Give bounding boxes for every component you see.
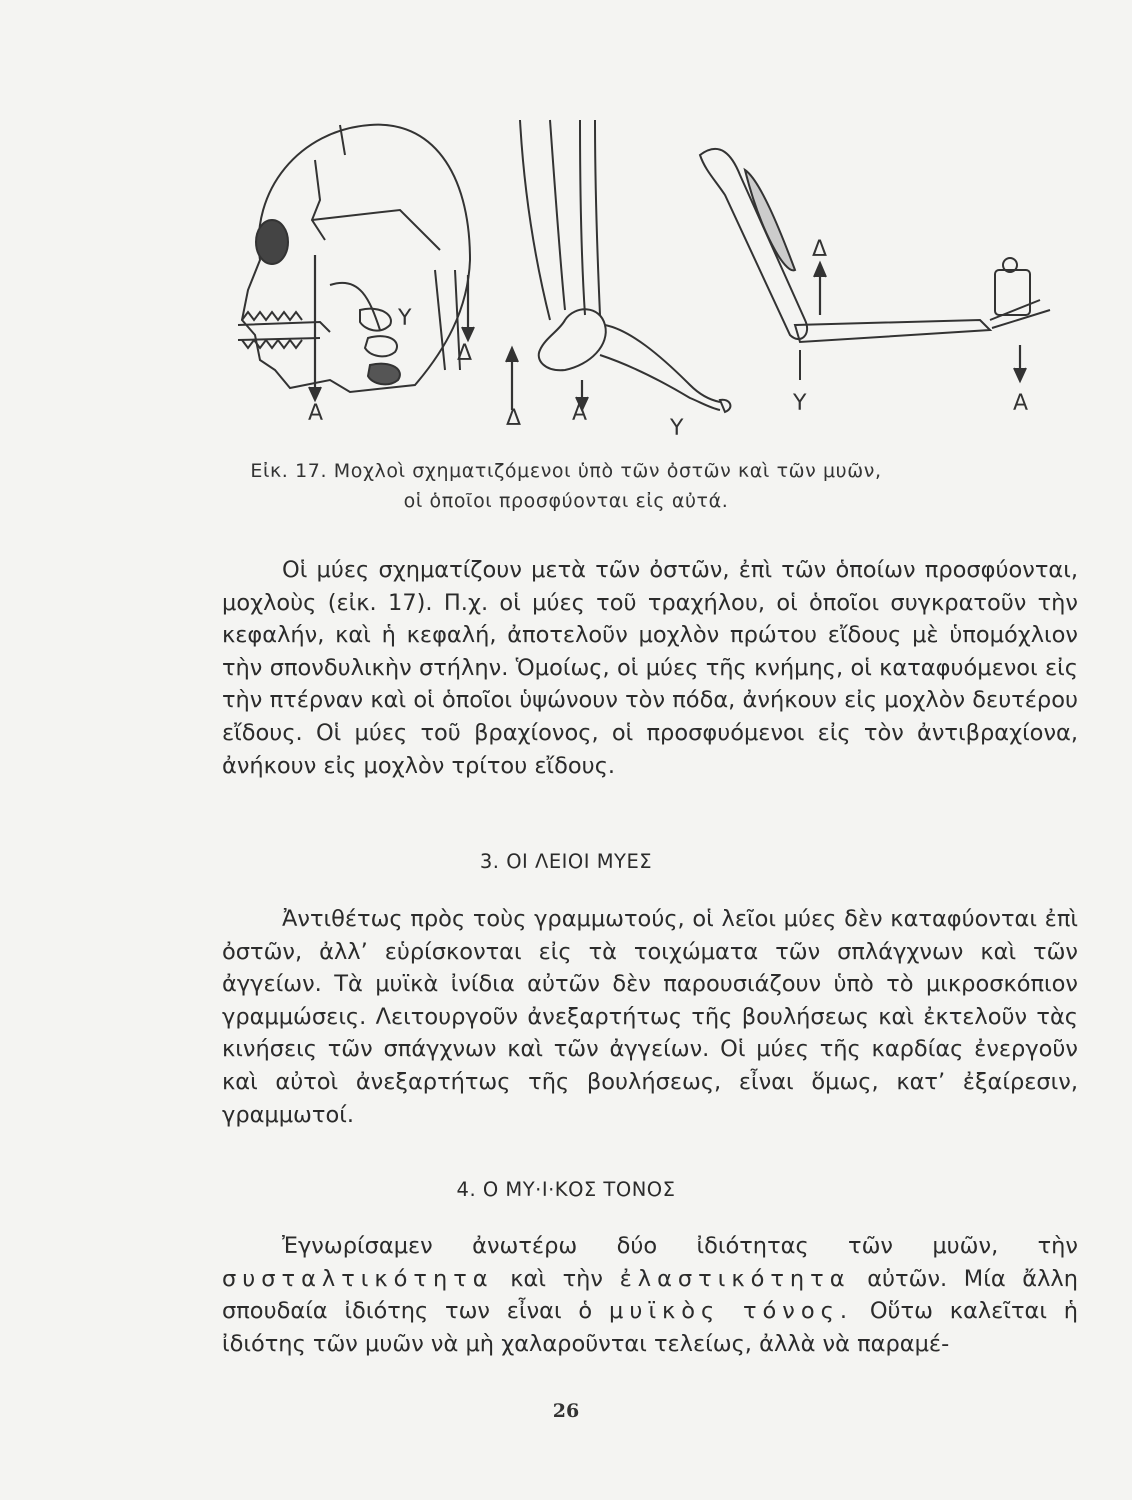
paragraph-levers-text: Οἱ μύες σχηματίζουν μετὰ τῶν ὀστῶν, ἐπὶ τῶν ὁποίων προσφύονται, μοχλοὺς (εἰκ. 17). Π.χ. οἱ μύες τοῦ τραχήλου, οἱ ὁποῖοι συγκρατοῦν τὴν κεφαλήν, καὶ ἡ κεφαλή, ἀποτελοῦν μοχλὸν πρώτου εἴδους μὲ ὑπομόχλιον τὴν σπονδυλικὴν στήλην. Ὁμοίως, οἱ μύες τῆς κνήμης, οἱ καταφυόμενοι εἰς τὴν πτέρναν καὶ οἱ ὁποῖοι ὑψώνουν τὸν πόδα, ἀνήκουν εἰς μοχλὸν δευτέρου εἴδους. Οἱ μύες τοῦ βραχίονος, οἱ προσφυόμενοι εἰς τὸν ἀντιβραχίονα, ἀνήκουν εἰς μοχλὸν τρίτου εἴδους. bbox=[222, 557, 1078, 779]
section-heading-smooth-muscles: 3. ΟΙ ΛΕΙΟΙ ΜΥΕΣ bbox=[479, 850, 653, 873]
muscle-tone-text-2: καὶ τὴν bbox=[510, 1265, 603, 1292]
page-number: 26 bbox=[552, 1400, 580, 1422]
lever-illustration bbox=[220, 110, 1070, 440]
arm-drawing bbox=[700, 149, 1050, 381]
section-heading-muscle-tone: 4. Ο ΜΥ·Ι·ΚΟΣ ΤΟΝΟΣ bbox=[456, 1178, 676, 1201]
term-contractility: συσταλτικότητα bbox=[222, 1265, 494, 1292]
arm-label-a: Α bbox=[1013, 391, 1029, 416]
paragraph-smooth-muscles-text: Ἀντιθέτως πρὸς τοὺς γραμμωτούς, οἱ λεῖοι μύες δὲν καταφύονται ἐπὶ ὀστῶν, ἀλλ’ εὑρίσκονται εἰς τὰ τοιχώματα τῶν σπλάγχνων καὶ τῶν ἀγγείων. Τὰ μυϊκὰ ἰνίδια αὐτῶν δὲν παρουσιάζουν ὑπὸ τὸ μικροσκόπιον γραμμώσεις. Λειτουργοῦν ἀνεξαρτήτως τῆς βουλήσεως καὶ ἐκτελοῦν τὰς κινήσεις τῶν σπάγχνων καὶ τῶν ἀγγείων. Οἱ μύες τῆς καρδίας ἐνεργοῦν καὶ αὐτοὶ ἀνεξαρτήτως τῆς βουλήσεως, εἶναι ὅμως, κατ’ ἐξαίρεσιν, γραμμωτοί. bbox=[222, 906, 1078, 1128]
skull-label-d: Δ bbox=[457, 341, 473, 366]
term-elasticity: ἐλαστικότητα bbox=[619, 1265, 851, 1292]
leg-foot-drawing bbox=[506, 120, 730, 412]
paragraph-levers bbox=[222, 554, 1078, 782]
muscle-tone-text-3: αὐτῶν. Μία ἄλλη σπουδαία ἰδιότης των εἶναι ὁ bbox=[222, 1265, 1079, 1325]
skull-label-y: Υ bbox=[398, 306, 412, 331]
paragraph-muscle-tone bbox=[222, 1230, 1078, 1360]
muscle-tone-text-1: Ἐγνωρίσαμεν ἀνωτέρω δύο ἰδιότητας τῶν μυῶν, τὴν bbox=[282, 1233, 1078, 1259]
term-muscle-tone: μυϊκὸς τόνος. bbox=[609, 1298, 853, 1325]
paragraph-smooth-muscles bbox=[222, 903, 1078, 1131]
skull-label-a: Α bbox=[308, 401, 324, 426]
muscle-tone-text-4: Οὕτω καλεῖται ἡ ἰδιότης τῶν μυῶν νὰ μὴ χαλαροῦνται τελείως, ἀλλὰ νὰ παραμέ- bbox=[222, 1298, 1079, 1357]
foot-label-d: Δ bbox=[506, 406, 522, 431]
skull-drawing bbox=[238, 125, 474, 400]
arm-label-y: Υ bbox=[793, 391, 807, 416]
figure-caption-line2: οἱ ὁποῖοι προσφύονται εἰς αὐτά. bbox=[403, 490, 729, 512]
foot-label-a: Α bbox=[572, 401, 588, 426]
foot-label-y: Υ bbox=[670, 416, 684, 440]
arm-label-d: Δ bbox=[812, 237, 828, 262]
figure-caption-line1: Εἰκ. 17. Μοχλοὶ σχηματιζόμενοι ὑπὸ τῶν ὀστῶν καὶ τῶν μυῶν, bbox=[250, 460, 882, 482]
